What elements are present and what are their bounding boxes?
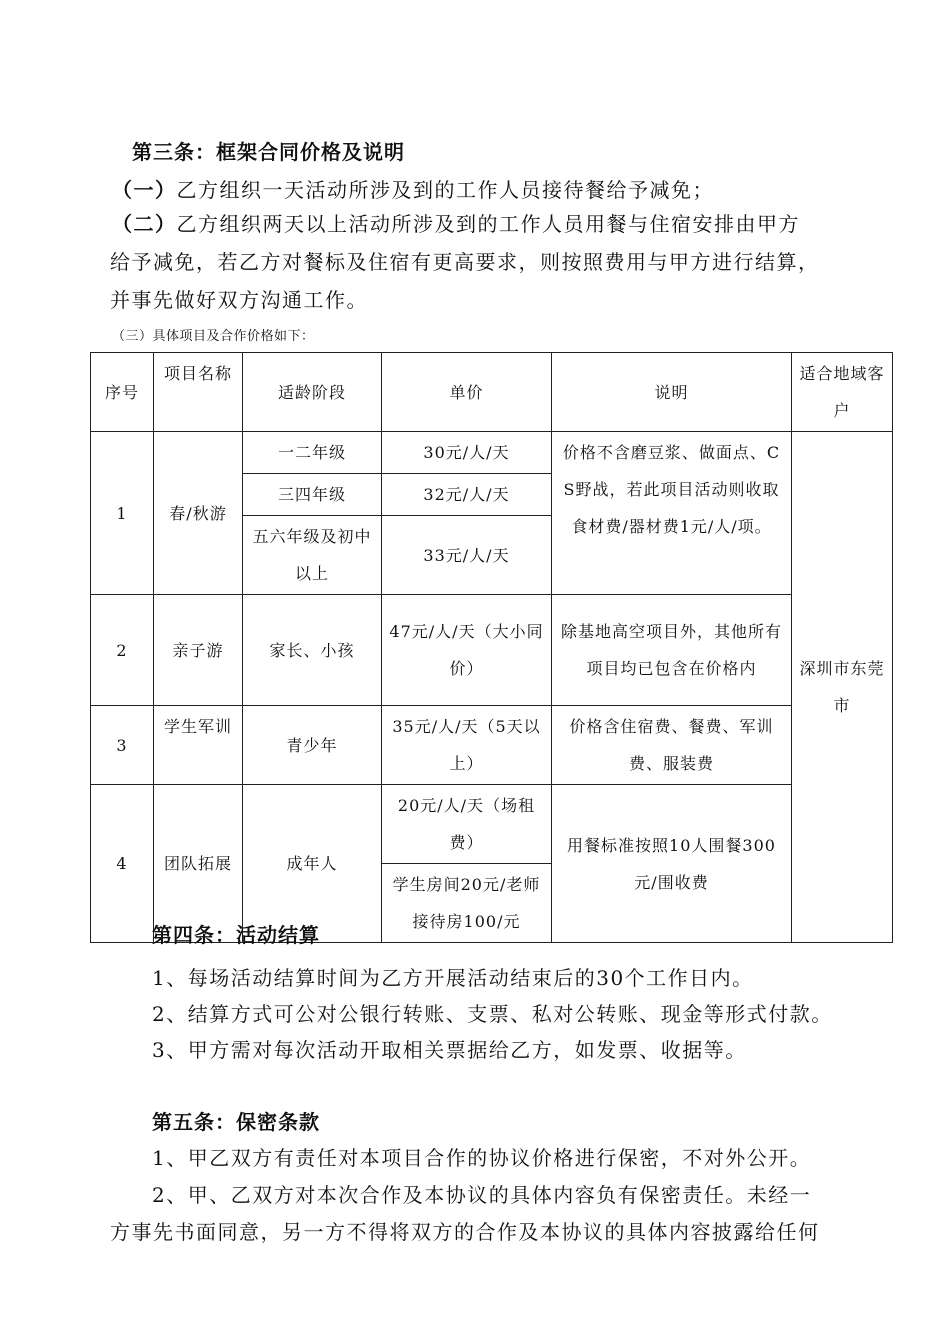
header-price: 单价 <box>382 353 552 432</box>
section-5-item-2-line-2: 方事先书面同意，另一方不得将双方的合作及本协议的具体内容披露给任何 <box>110 1220 820 1244</box>
table-row <box>91 595 893 706</box>
row-1-stage-2: 三四年级 <box>243 474 382 516</box>
row-1-stage-3: 五六年级及初中以上 <box>243 516 382 595</box>
paragraph-1-prefix: （一） <box>112 178 177 202</box>
row-3-no: 3 <box>91 706 154 785</box>
row-4-stage: 成年人 <box>243 785 382 943</box>
row-1-stage-1: 一二年级 <box>243 432 382 474</box>
row-4-note: 用餐标准按照10人围餐300元/围收费 <box>552 785 792 943</box>
table-row <box>91 432 893 474</box>
paragraph-2-line-2: 给予减免，若乙方对餐标及住宿有更高要求，则按照费用与甲方进行结算， <box>110 250 820 274</box>
row-1-note: 价格不含磨豆浆、做面点、CS野战，若此项目活动则收取食材费/器材费1元/人/项。 <box>552 432 792 595</box>
paragraph-2-line-1: 乙方组织两天以上活动所涉及到的工作人员用餐与住宿安排由甲方 <box>176 212 800 236</box>
header-region: 适合地域客户 <box>792 353 893 432</box>
section-5-item-2-line-1: 2、甲、乙双方对本次合作及本协议的具体内容负有保密责任。未经一 <box>152 1183 812 1207</box>
row-2-stage: 家长、小孩 <box>243 595 382 706</box>
paragraph-2-line-3: 并事先做好双方沟通工作。 <box>110 288 368 312</box>
paragraph-2-prefix: （二） <box>112 212 177 236</box>
row-3-price: 35元/人/天（5天以上） <box>382 706 552 785</box>
section-5-item-1: 1、甲乙双方有责任对本项目合作的协议价格进行保密，不对外公开。 <box>152 1146 812 1170</box>
section-4-item-3: 3、甲方需对每次活动开取相关票据给乙方，如发票、收据等。 <box>152 1038 747 1062</box>
section-3-paragraph-2 <box>112 208 800 237</box>
row-1-price-3: 33元/人/天 <box>382 516 552 595</box>
row-1-price-1: 30元/人/天 <box>382 432 552 474</box>
section-5-heading: 第五条：保密条款 <box>152 1110 320 1134</box>
table-caption: （三）具体项目及合作价格如下： <box>112 329 315 344</box>
header-note: 说明 <box>552 353 792 432</box>
row-1-project: 春/秋游 <box>154 432 243 595</box>
region-cell: 深圳市东莞市 <box>792 432 893 943</box>
table-row <box>91 785 893 864</box>
row-4-price-1: 20元/人/天（场租费） <box>382 785 552 864</box>
price-table <box>90 352 893 943</box>
row-4-project: 团队拓展 <box>154 785 243 943</box>
table-row <box>91 706 893 785</box>
section-3-heading: 第三条：框架合同价格及说明 <box>132 140 405 164</box>
row-4-no: 4 <box>91 785 154 943</box>
row-3-project: 学生军训 <box>154 706 243 785</box>
section-3-paragraph-1 <box>112 174 714 203</box>
header-project: 项目名称 <box>154 353 243 432</box>
row-3-note: 价格含住宿费、餐费、军训费、服装费 <box>552 706 792 785</box>
row-1-price-2: 32元/人/天 <box>382 474 552 516</box>
section-4-item-2: 2、结算方式可公对公银行转账、支票、私对公转账、现金等形式付款。 <box>152 1002 833 1026</box>
paragraph-1-text: 乙方组织一天活动所涉及到的工作人员接待餐给予减免； <box>176 178 714 202</box>
header-no: 序号 <box>91 353 154 432</box>
row-2-note: 除基地高空项目外，其他所有项目均已包含在价格内 <box>552 595 792 706</box>
section-4-item-1: 1、每场活动结算时间为乙方开展活动结束后的30个工作日内。 <box>152 966 754 990</box>
row-3-stage: 青少年 <box>243 706 382 785</box>
header-stage: 适龄阶段 <box>243 353 382 432</box>
row-1-no: 1 <box>91 432 154 595</box>
row-2-price: 47元/人/天（大小同价） <box>382 595 552 706</box>
row-2-no: 2 <box>91 595 154 706</box>
table-header-row <box>91 353 893 432</box>
row-2-project: 亲子游 <box>154 595 243 706</box>
section-4-heading: 第四条：活动结算 <box>152 923 320 947</box>
row-4-price-2: 学生房间20元/老师接待房100/元 <box>382 864 552 943</box>
